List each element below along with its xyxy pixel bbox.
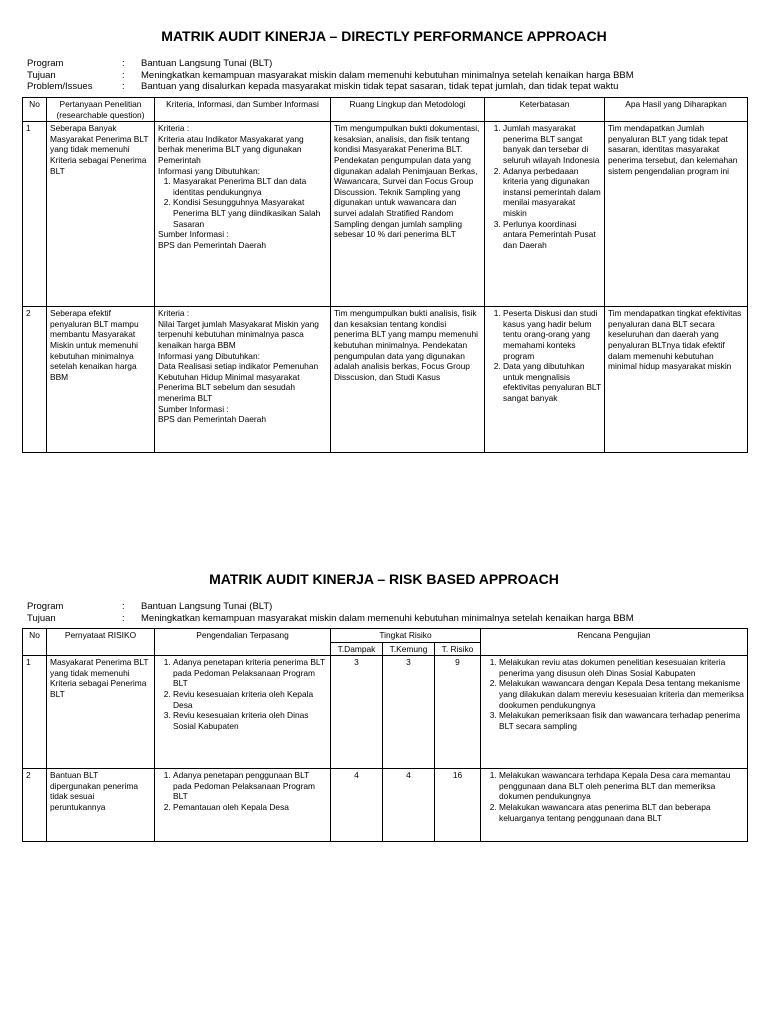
criteria-text: Kriteria atau Indikator Masyakarat yang berhak menerima BLT yang digunakan Pemerintah [158, 133, 304, 165]
objective-value: Meningkatkan kemampuan masyarakat miskin dalam memenuhi kebutuhan minimalnya setelah kenaikan harga BBM [141, 612, 634, 624]
program-label: Program [27, 58, 64, 69]
test-plan-list [484, 770, 744, 823]
controls-list [158, 657, 327, 731]
list-item: 1. Adanya penetapan penggunaan BLT pada Pedoman Pelaksanaan Program BLT [173, 770, 327, 802]
list-item: 1. Jumlah masyarakat penerima BLT sangat banyak dan tersebar di seluruh wilayah Indonesia [503, 123, 601, 165]
program-value: Bantuan Langsung Tunai (BLT) [141, 58, 273, 69]
source-text: BPS dan Pemerintah Daerah [158, 239, 267, 250]
list-item: 3. Perlunya koordinasi antara Pemerintah Pusat dan Daerah [503, 219, 601, 251]
list-item: 1. Peserta Diskusi dan studi kasus yang hadir belum tentu orang-orang yang memahami konteks program [503, 308, 601, 361]
row-number: 2 [23, 307, 47, 453]
risk-statement: Masyakarat Penerima BLT yang tidak memenuhi Kriteria sebagai Penerima BLT [47, 656, 155, 769]
program-row [27, 58, 747, 70]
controls-cell [155, 656, 331, 769]
program-info-block [27, 58, 747, 93]
source-label: Sumber Informasi : [158, 229, 229, 240]
list-item: 2. Adanya perbedaaan kriteria yang digunakan instansi pemerintah dalam menilai masyarakat miskin [503, 166, 601, 219]
header-research-question: Pertanyaan Penelitian (researchable question) [47, 98, 155, 122]
header-risk-score: T. Risiko [435, 642, 481, 656]
criteria-cell [155, 307, 331, 453]
info-label: Informasi yang Dibutuhkan: [158, 165, 260, 176]
header-test-plan: Rencana Pengujian [481, 629, 748, 656]
limitations-list [488, 308, 601, 403]
research-question: Seberapa efektif penyaluran BLT mampu membantu Masyarakat Miskin untuk memenuhi kebutuhan minimalnya setelah kenaikan harga BBM [47, 307, 155, 453]
list-item: 3. Reviu kesesuaian kriteria oleh Dinas Sosial Kabupaten [173, 710, 327, 731]
limitations-list [488, 123, 601, 250]
colon: : [122, 58, 125, 69]
test-plan-cell [481, 656, 748, 769]
list-item: 2. Pemantauan oleh Kepala Desa [173, 802, 327, 813]
criteria-cell [155, 122, 331, 307]
program-value: Bantuan Langsung Tunai (BLT) [141, 601, 273, 612]
criteria-text: Nilai Target jumlah Masyakarat Miskin yang terpenuhi kebutuhan minimalnya pasca kenaikan harga BBM [158, 318, 319, 350]
issues-row [27, 81, 747, 93]
risk-statement: Bantuan BLT dipergunakan penerima tidak sesuai peruntukannya [47, 769, 155, 842]
list-item: 1. Masyarakat Penerima BLT dan data identitas pendukungnya [173, 176, 327, 197]
header-controls: Pengendalian Terpasang [155, 629, 331, 656]
list-item: 1. Melakukan reviu atas dokumen penelitian kesesuaian kriteria penerima yang disusun oleh Dinas Sosial Kabupaten [499, 657, 744, 678]
info-text: Data Realisasi setiap indikator Pemenuhan Kebutuhan Hidup Minimal masyarakat Penerima BLT sebelum dan sesudah menerima BLT [158, 361, 319, 403]
header-impact: T.Dampak [331, 642, 383, 656]
risk-score-value: 16 [435, 769, 481, 842]
table-row [23, 307, 748, 453]
objective-label: Tujuan [27, 69, 56, 81]
header-scope-methodology: Ruang Lingkup dan Metodologi [331, 98, 485, 122]
list-item: 3. Melakukan pemeriksaan fisik dan wawancara terhadap penerima BLT secara sampling [499, 710, 744, 731]
row-number: 1 [23, 122, 47, 307]
test-plan-cell [481, 769, 748, 842]
impact-value: 3 [331, 656, 383, 769]
objective-value: Meningkatkan kemampuan masyarakat miskin dalam memenuhi kebutuhan minimalnya setelah kenaikan harga BBM [141, 69, 634, 81]
objective-label: Tujuan [27, 612, 56, 624]
header-criteria: Kriteria, Informasi, dan Sumber Informasi [155, 98, 331, 122]
header-risk-level: Tingkat Risiko [331, 629, 481, 643]
page-title-performance-matrix: MATRIK AUDIT KINERJA – DIRECTLY PERFORMANCE APPROACH [161, 28, 607, 44]
colon: : [122, 601, 125, 612]
table-row [23, 656, 748, 769]
source-label: Sumber Informasi : [158, 403, 229, 414]
performance-audit-matrix-table [22, 97, 748, 453]
risk-based-matrix-table [22, 628, 748, 842]
colon: : [122, 612, 125, 624]
table-header-row [23, 629, 748, 643]
program-row [27, 601, 747, 613]
header-limitations: Keterbatasan [485, 98, 605, 122]
table-row [23, 122, 748, 307]
criteria-label: Kriteria : [158, 308, 190, 319]
expected-result: Tim mendapatkan Jumlah penyaluran BLT yang tidak tepat sasaran, identitas masyarakat penerima tersebut, dan kelemahan sistem pengendalian program ini [605, 122, 748, 307]
list-item: 1. Melakukan wawancara terhdapa Kepala Desa cara memantau penggunaan dana BLT oleh penerima BLT dan memeriksa dokumen pendukungnya [499, 770, 744, 802]
limitations-cell [485, 122, 605, 307]
list-item: 2. Melakukan wawancara atas penerima BLT dan beberapa keluarganya tentang penggunaan dana BLT [499, 802, 744, 823]
list-item: 2. Data yang dibutuhkan untuk mengnalisis efektivitas penyaluran BLT sangat banyak [503, 361, 601, 403]
header-likelihood: T.Kemung [383, 642, 435, 656]
research-question: Seberapa Banyak Masyarakat Penerima BLT yang tidak memenuhi Kriteria sebagai Penerima BLT [47, 122, 155, 307]
likelihood-value: 4 [383, 769, 435, 842]
source-text: BPS dan Pemerintah Daerah [158, 414, 267, 425]
header-risk-statement: Pernyataat RISIKO [47, 629, 155, 656]
scope-methodology: Tim mengumpulkan bukti analisis, fisik dan kesaksian tentang kondisi penerima BLT yang mampu memenuhi kebutuhan minimalnya. Pendekatan pengumpulan data yang digunakan adalah analisis berkas, Focus Group Disscusion, dan Studi Kasus [331, 307, 485, 453]
colon: : [122, 81, 125, 93]
likelihood-value: 3 [383, 656, 435, 769]
controls-cell [155, 769, 331, 842]
test-plan-list [484, 657, 744, 731]
limitations-cell [485, 307, 605, 453]
row-number: 2 [23, 769, 47, 842]
controls-list [158, 770, 327, 812]
impact-value: 4 [331, 769, 383, 842]
scope-methodology: Tim mengumpulkan bukti dokumentasi, kesaksian, analisis, dan fisik tentang kondisi Masyarakat Penerima BLT. Pendekatan pengumpulan data yang digunakan adalah Penimjauan Berkas, Wawancara, Survei dan Focus Group Discussion. Teknik Sampling yang digunakan untuk wawancara dan survei adalah Stratified Random Sampling dengan jumlah sampling sebesar 10 % dari penerima BLT [331, 122, 485, 307]
table-row [23, 769, 748, 842]
header-expected-result: Apa Hasil yang Diharapkan [605, 98, 748, 122]
row-number: 1 [23, 656, 47, 769]
issues-value: Bantuan yang disalurkan kepada masyarakat miskin tidak tepat sasaran, tidak tepat jumlah, dan tidak tepat waktu [141, 81, 619, 93]
expected-result: Tim mendapatkan tingkat efektivitas penyaluran dana BLT secara keseluruhan dan daerah yang penyaluran BLTnya tidak efektif dalam memenuhi kebutuhan minimal hidup masyarakat miskin [605, 307, 748, 453]
list-item: 2. Melakukan wawancara dengan Kepala Desa tentang mekanisme yang dilakukan dalam mereviu kesesuaian kriteria dan memeriksa dookumen pendukungnya [499, 678, 744, 710]
header-no: No [23, 98, 47, 122]
info-label: Informasi yang Dibutuhkan: [158, 350, 260, 361]
list-item: 2. Kondisi Sesungguhnya Masyarakat Penerima BLT yang diindikasikan Salah Sasaran [173, 197, 327, 229]
program-label: Program [27, 601, 64, 612]
objective-row [27, 70, 747, 82]
list-item: 2. Reviu kesesuaian kriteria oleh Kepala Desa [173, 689, 327, 710]
list-item: 1. Adanya penetapan kriteria penerima BLT pada Pedoman Pelaksanaan Program BLT [173, 657, 327, 689]
issues-label: Problem/Issues [27, 81, 93, 93]
objective-row [27, 613, 747, 625]
risk-score-value: 9 [435, 656, 481, 769]
header-no: No [23, 629, 47, 656]
page-title-risk-matrix: MATRIK AUDIT KINERJA – RISK BASED APPROACH [209, 571, 559, 587]
colon: : [122, 69, 125, 81]
program-info-block [27, 601, 747, 624]
table-header-row [23, 98, 748, 122]
criteria-label: Kriteria : [158, 123, 190, 134]
info-list [158, 176, 327, 229]
